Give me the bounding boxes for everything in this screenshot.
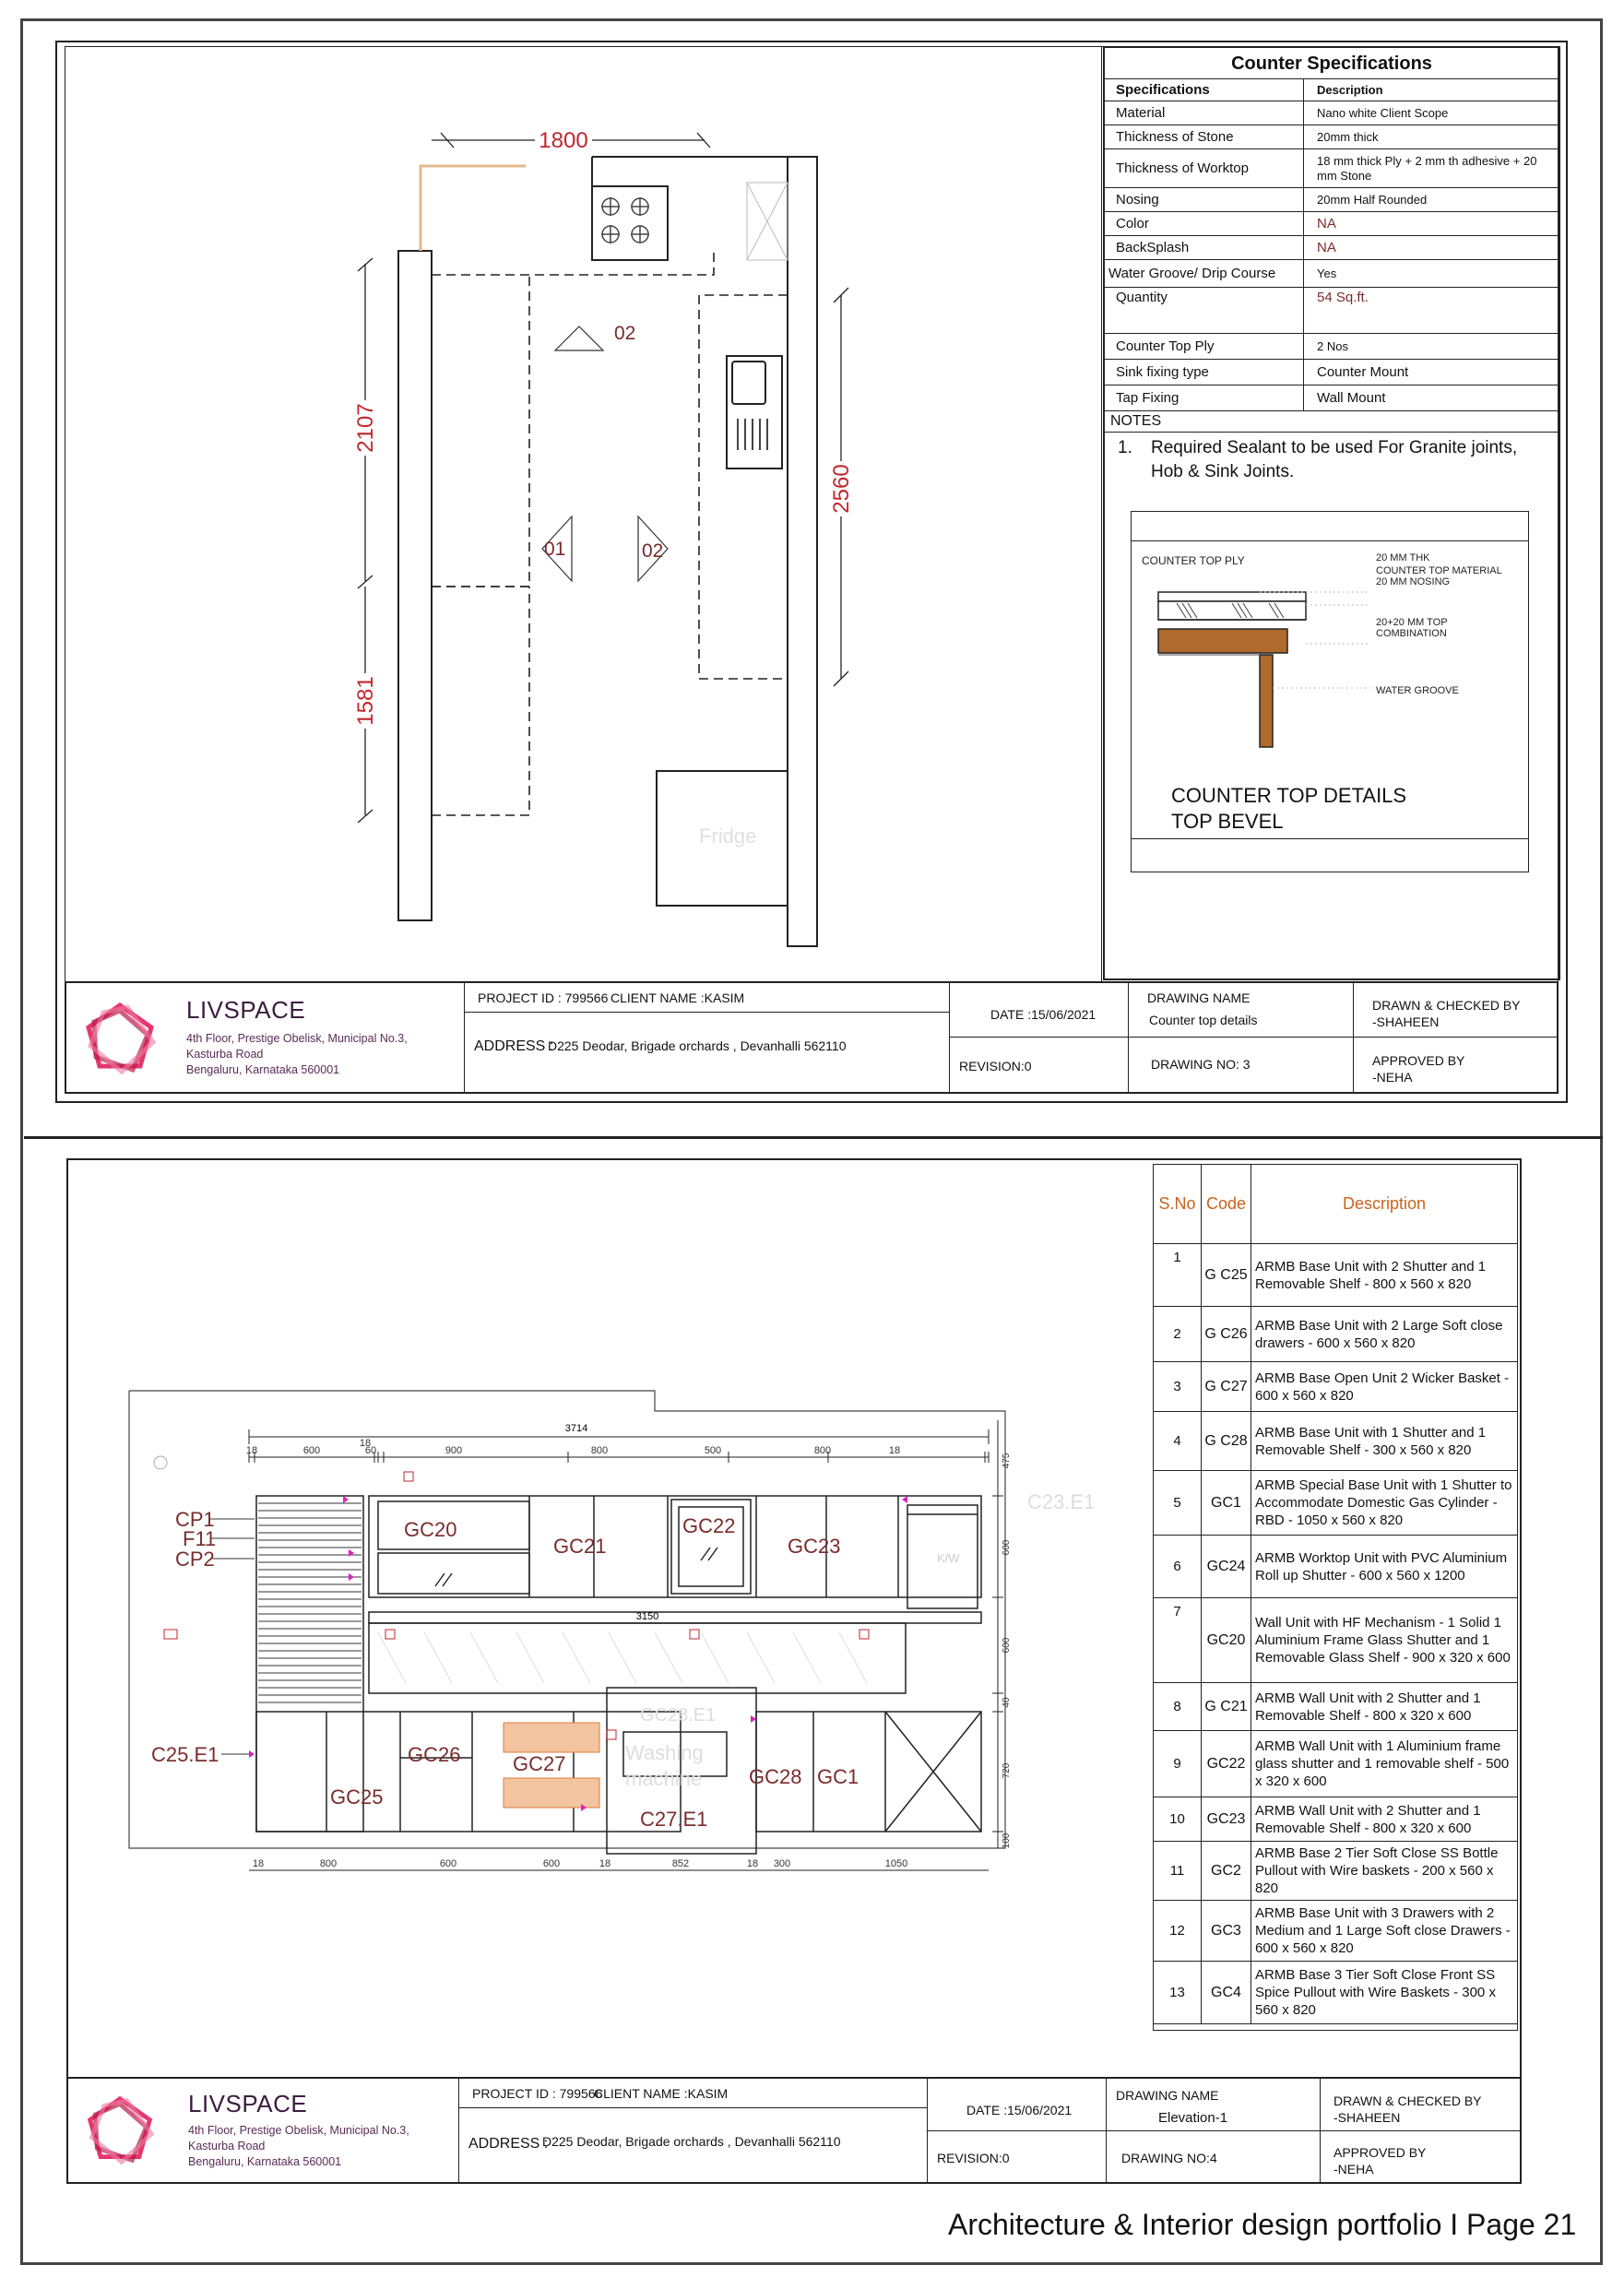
elev-bottom-dim: 852 — [671, 1858, 690, 1869]
spec-value: 20mm thick — [1317, 130, 1379, 144]
callout: C25.E1 — [151, 1743, 219, 1766]
tb-address-block — [188, 2123, 465, 2170]
fridge-label: Fridge — [699, 824, 757, 848]
tb-drawing-no: DRAWING NO: 3 — [1151, 1057, 1251, 1072]
schedule-h-sno: S.No — [1154, 1165, 1202, 1243]
schedule-code: G C28 — [1202, 1412, 1251, 1470]
marker-01: 01 — [544, 539, 566, 560]
notes-heading: NOTES — [1105, 411, 1559, 433]
schedule-sno: 13 — [1154, 1962, 1202, 2023]
tb-logo-cell — [66, 983, 465, 1092]
tb-drawing-name-label: DRAWING NAME — [1116, 2088, 1219, 2103]
spec-key: Counter Top Ply — [1105, 334, 1304, 359]
tb-drawn-by: -SHAHEEN — [1334, 2110, 1401, 2125]
spec-row — [1105, 288, 1559, 334]
tb-approved-by: -NEHA — [1334, 2162, 1374, 2176]
dim-2107: 2107 — [353, 403, 378, 453]
detail-title-1: COUNTER TOP DETAILS — [1171, 784, 1407, 807]
spec-value: 20mm Half Rounded — [1317, 193, 1428, 207]
elev-top-dim: 18 — [888, 1445, 901, 1456]
spec-key: Thickness of Stone — [1105, 125, 1304, 148]
tb-client: CLIENT NAME :KASIM — [610, 990, 745, 1005]
elev-top-dim: 18 — [359, 1438, 372, 1449]
detail-ply-label: COUNTER TOP PLY — [1142, 554, 1245, 567]
tb-brand: LIVSPACE — [186, 996, 306, 1024]
schedule-code: G C21 — [1202, 1683, 1251, 1730]
spec-value: 2 Nos — [1317, 339, 1348, 353]
elev-right-dim: 600 — [1002, 1637, 1012, 1654]
unit-label: GC1 — [817, 1765, 859, 1788]
kitchen-plan-drawing — [65, 46, 1097, 978]
spec-key: Color — [1105, 212, 1304, 235]
schedule-row — [1154, 1412, 1517, 1471]
schedule-row — [1154, 1598, 1517, 1683]
elev-top-dim: 800 — [590, 1445, 609, 1456]
schedule-desc: ARMB Base Unit with 3 Drawers with 2 Medium and 1 Large Soft close Drawers - 600 x 560 x 820 — [1255, 1905, 1511, 1956]
unit-label: GC25 — [330, 1785, 384, 1809]
tb-drawn-label: DRAWN & CHECKED BY — [1372, 998, 1521, 1013]
dim-2560: 2560 — [829, 464, 854, 514]
schedule-h-desc: Description — [1342, 1194, 1427, 1213]
tb-address: D225 Deodar, Brigade orchards , Devanhalli 562110 — [548, 1038, 847, 1053]
page-footer: Architecture & Interior design portfolio I Page 21 — [948, 2208, 1577, 2241]
schedule-sno: 6 — [1154, 1536, 1202, 1597]
schedule-code: G C27 — [1202, 1362, 1251, 1411]
spec-header-v: Description — [1317, 83, 1383, 97]
spec-key: Tap Fixing — [1105, 385, 1304, 410]
spec-row — [1105, 260, 1559, 288]
schedule-row — [1154, 1962, 1517, 2024]
tb-addr-line1: 4th Floor, Prestige Obelisk, Municipal No.3, — [188, 2124, 409, 2137]
tb-address-label: ADDRESS : — [474, 1038, 554, 1054]
detail-thk-3: 20 MM NOSING — [1376, 576, 1451, 587]
title-block-sheet1 — [65, 981, 1559, 1094]
spec-row — [1105, 125, 1559, 149]
elev-bottom-dim: 18 — [599, 1858, 611, 1869]
note-text: Required Sealant to be used For Granite joints, Hob & Sink Joints. — [1151, 438, 1518, 481]
marker-02-mid: 02 — [642, 540, 664, 562]
elev-right-dim: 475 — [1002, 1453, 1012, 1469]
elev-bottom-dim: 800 — [319, 1858, 338, 1869]
callout: F11 — [183, 1527, 217, 1550]
livspace-logo-icon — [83, 2093, 157, 2167]
schedule-h-code: Code — [1202, 1165, 1251, 1243]
counter-top-section-drawing — [1131, 540, 1529, 836]
schedule-desc: ARMB Special Base Unit with 1 Shutter to Accommodate Domestic Gas Cylinder - RBD - 1050 x 560 x 820 — [1255, 1477, 1512, 1528]
tb-client: CLIENT NAME :KASIM — [594, 2086, 729, 2101]
schedule-code: G C26 — [1202, 1307, 1251, 1361]
schedule-desc: ARMB Base Unit with 1 Shutter and 1 Removable Shelf - 300 x 560 x 820 — [1255, 1424, 1487, 1458]
elev-mid-dim: 3150 — [635, 1611, 659, 1622]
schedule-code: GC22 — [1202, 1731, 1251, 1797]
detail-groove: WATER GROOVE — [1376, 685, 1459, 696]
elev-right-dim: 40 — [1002, 1697, 1012, 1708]
schedule-desc: ARMB Wall Unit with 1 Aluminium frame glass shutter and 1 removable shelf - 500 x 320 x 600 — [1255, 1738, 1510, 1789]
elev-top-dim: 60 — [364, 1445, 377, 1456]
schedule-row — [1154, 1471, 1517, 1536]
elev-bottom-dim: 600 — [439, 1858, 457, 1869]
tb-project-cell — [459, 2079, 928, 2182]
tb-revision: REVISION:0 — [937, 2151, 1010, 2165]
unit-label-faded: GC28.E1 — [640, 1705, 717, 1726]
spec-value: NA — [1317, 216, 1336, 231]
callout: CP2 — [175, 1548, 215, 1571]
spec-key: Quantity — [1105, 288, 1304, 333]
schedule-sno: 9 — [1154, 1731, 1202, 1797]
unit-label: GC20 — [404, 1518, 457, 1541]
livspace-logo-icon — [81, 1000, 159, 1077]
schedule-row — [1154, 1244, 1517, 1307]
schedule-desc: ARMB Base Unit with 2 Large Soft close drawers - 600 x 560 x 820 — [1255, 1317, 1503, 1351]
dim-1800: 1800 — [539, 128, 588, 153]
tb-revision: REVISION:0 — [959, 1059, 1032, 1073]
elev-bottom-dim: 18 — [746, 1858, 759, 1869]
detail-comb-1: 20+20 MM TOP — [1376, 617, 1448, 628]
tb-addr-line1: 4th Floor, Prestige Obelisk, Municipal No.3, — [186, 1032, 408, 1045]
schedule-desc: ARMB Base Open Unit 2 Wicker Basket - 600 x 560 x 820 — [1255, 1370, 1510, 1404]
schedule-desc: ARMB Base 2 Tier Soft Close SS Bottle Pullout with Wire baskets - 200 x 560 x 820 — [1255, 1845, 1499, 1896]
callout: C27.E1 — [640, 1808, 708, 1831]
tb-addr-line3: Bengaluru, Karnataka 560001 — [188, 2155, 342, 2168]
elev-right-dim: 100 — [1002, 1832, 1012, 1849]
unit-label: GC28 — [749, 1765, 802, 1788]
elev-top-dim: 600 — [302, 1445, 321, 1456]
tb-address-block — [186, 1031, 463, 1078]
elev-bottom-dim: 1050 — [884, 1858, 908, 1869]
schedule-row — [1154, 1797, 1517, 1842]
spec-key: Material — [1105, 101, 1304, 125]
elev-circle-marker — [154, 1456, 167, 1469]
spec-key: Thickness of Worktop — [1105, 149, 1304, 187]
elev-overall-dim: 3714 — [564, 1423, 588, 1434]
callout: CP1 — [175, 1508, 215, 1531]
schedule-code: GC3 — [1202, 1901, 1251, 1961]
spec-row — [1105, 385, 1559, 411]
sheet-separator — [24, 1136, 1603, 1139]
tb-addr-line2: Kasturba Road — [186, 1048, 264, 1061]
schedule-code: GC4 — [1202, 1962, 1251, 2023]
sheet1-divider — [1101, 46, 1102, 981]
schedule-desc: ARMB Worktop Unit with PVC Aluminium Roll up Shutter - 600 x 560 x 1200 — [1255, 1549, 1508, 1583]
schedule-sno: 4 — [1154, 1412, 1202, 1470]
tb-project-cell — [465, 983, 950, 1092]
schedule-sno: 3 — [1154, 1362, 1202, 1411]
schedule-sno: 7 — [1154, 1598, 1202, 1682]
tb-addr-line3: Bengaluru, Karnataka 560001 — [186, 1063, 340, 1076]
spec-value: Nano white Client Scope — [1317, 106, 1449, 120]
unit-label: GC27 — [513, 1752, 566, 1775]
schedule-code: GC1 — [1202, 1471, 1251, 1535]
elev-top-dim: 800 — [813, 1445, 832, 1456]
schedule-row — [1154, 1307, 1517, 1362]
tb-drawn-label: DRAWN & CHECKED BY — [1334, 2093, 1482, 2108]
tb-drawing-cell — [1129, 983, 1354, 1092]
detail-thk-1: 20 MM THK — [1376, 552, 1430, 563]
spec-row — [1105, 236, 1559, 260]
tb-project-id: PROJECT ID : 799566 — [472, 2086, 603, 2101]
schedule-sno: 1 — [1154, 1244, 1202, 1306]
note-number: 1. — [1118, 438, 1132, 457]
schedule-row — [1154, 1842, 1517, 1901]
spec-title: Counter Specifications — [1105, 48, 1559, 79]
elev-right-dim: 600 — [1002, 1539, 1012, 1556]
tb-date-cell — [950, 983, 1129, 1092]
schedule-sno: 2 — [1154, 1307, 1202, 1361]
schedule-row — [1154, 1536, 1517, 1598]
washing-label-1: Washing — [625, 1741, 704, 1764]
spec-key: Nosing — [1105, 188, 1304, 211]
tb-drawn-cell — [1321, 2079, 1520, 2182]
spec-value: Counter Mount — [1317, 364, 1409, 380]
elev-top-dim: 900 — [445, 1445, 463, 1456]
elev-bottom-dim: 300 — [773, 1858, 791, 1869]
title-block-sheet2 — [66, 2077, 1522, 2184]
tb-drawing-name-label: DRAWING NAME — [1147, 990, 1251, 1005]
tb-drawn-cell — [1354, 983, 1557, 1092]
tb-approved-by: -NEHA — [1372, 1070, 1413, 1085]
spec-value: Yes — [1317, 267, 1337, 280]
spec-row — [1105, 334, 1559, 360]
unit-label-faded: C23.E1 — [1027, 1490, 1096, 1513]
spec-row — [1105, 149, 1559, 188]
schedule-desc: ARMB Base 3 Tier Soft Close Front SS Spice Pullout with Wire Baskets - 300 x 560 x 820 — [1255, 1967, 1496, 2018]
tb-date-cell — [928, 2079, 1107, 2182]
elev-right-dim: 720 — [1002, 1762, 1012, 1779]
tb-brand: LIVSPACE — [188, 2090, 308, 2117]
elev-top-dim: 18 — [245, 1445, 258, 1456]
spec-value: 54 Sq.ft. — [1317, 290, 1369, 305]
elev-bottom-dim: 18 — [252, 1858, 265, 1869]
schedule-sno: 10 — [1154, 1797, 1202, 1841]
tb-drawing-name: Elevation-1 — [1158, 2110, 1228, 2126]
schedule-row — [1154, 1683, 1517, 1731]
schedule-desc: ARMB Wall Unit with 2 Shutter and 1 Removable Shelf - 800 x 320 x 600 — [1255, 1690, 1481, 1724]
tb-project-id: PROJECT ID : 799566 — [478, 990, 609, 1005]
schedule-header — [1154, 1165, 1517, 1244]
detail-comb-2: COMBINATION — [1376, 628, 1447, 639]
schedule-row — [1154, 1731, 1517, 1797]
dim-1581: 1581 — [353, 676, 378, 726]
schedule-row — [1154, 1362, 1517, 1412]
tb-logo-cell — [68, 2079, 459, 2182]
schedule-code: G C25 — [1202, 1244, 1251, 1306]
tb-addr-line2: Kasturba Road — [188, 2140, 266, 2153]
tb-drawing-cell — [1107, 2079, 1321, 2182]
schedule-desc: ARMB Wall Unit with 2 Shutter and 1 Removable Shelf - 800 x 320 x 600 — [1255, 1802, 1481, 1836]
schedule-row — [1154, 1901, 1517, 1962]
washing-label-2: machine — [625, 1767, 703, 1790]
spec-row — [1105, 360, 1559, 385]
spec-value: 18 mm thick Ply + 2 mm th adhesive + 20 mm Stone — [1317, 153, 1537, 183]
schedule-desc: ARMB Base Unit with 2 Shutter and 1 Removable Shelf - 800 x 560 x 820 — [1255, 1258, 1487, 1292]
spec-key: BackSplash — [1105, 236, 1304, 259]
spec-key: Water Groove/ Drip Course — [1105, 260, 1304, 287]
tb-approved-label: APPROVED BY — [1334, 2145, 1427, 2160]
unit-label: GC21 — [553, 1535, 607, 1558]
unit-label: GC26 — [408, 1743, 461, 1766]
detail-thk-2: COUNTER TOP MATERIAL — [1376, 565, 1502, 576]
tb-drawn-by: -SHAHEEN — [1372, 1014, 1440, 1029]
spec-value: Wall Mount — [1317, 390, 1386, 406]
spec-row — [1105, 188, 1559, 212]
unit-label: GC23 — [788, 1535, 841, 1558]
spec-row — [1105, 212, 1559, 236]
spec-header-k: Specifications — [1105, 79, 1304, 101]
schedule-code: GC2 — [1202, 1842, 1251, 1900]
tb-address: D225 Deodar, Brigade orchards , Devanhalli 562110 — [542, 2134, 841, 2149]
spec-value: NA — [1317, 240, 1336, 255]
elevation-drawing — [74, 1365, 1116, 1881]
tb-date: DATE :15/06/2021 — [966, 2103, 1073, 2117]
tb-address-label: ADDRESS : — [468, 2136, 549, 2152]
schedule-sno: 5 — [1154, 1471, 1202, 1535]
schedule-sno: 11 — [1154, 1842, 1202, 1900]
spec-key: Sink fixing type — [1105, 360, 1304, 385]
spec-header-row — [1105, 79, 1559, 101]
tb-drawing-name: Counter top details — [1149, 1013, 1258, 1027]
detail-title-2: TOP BEVEL — [1171, 810, 1284, 833]
marker-02-top: 02 — [614, 323, 636, 344]
spec-row — [1105, 101, 1559, 125]
schedule-code: GC24 — [1202, 1536, 1251, 1597]
unit-label-faded: K/W — [937, 1551, 960, 1565]
schedule-desc: Wall Unit with HF Mechanism - 1 Solid 1 Aluminium Frame Glass Shutter and 1 Removable Glass Shelf - 900 x 320 x 600 — [1255, 1615, 1511, 1666]
tb-drawing-no: DRAWING NO:4 — [1121, 2151, 1217, 2165]
schedule-code: GC23 — [1202, 1797, 1251, 1841]
elev-top-dim: 500 — [704, 1445, 722, 1456]
elev-bottom-dim: 600 — [542, 1858, 561, 1869]
schedule-code: GC20 — [1202, 1598, 1251, 1682]
schedule-sno: 12 — [1154, 1901, 1202, 1961]
unit-label: GC22 — [682, 1514, 736, 1537]
unit-schedule-table — [1153, 1164, 1518, 2031]
tb-approved-label: APPROVED BY — [1372, 1053, 1465, 1068]
schedule-sno: 8 — [1154, 1683, 1202, 1730]
tb-date: DATE :15/06/2021 — [990, 1007, 1096, 1022]
